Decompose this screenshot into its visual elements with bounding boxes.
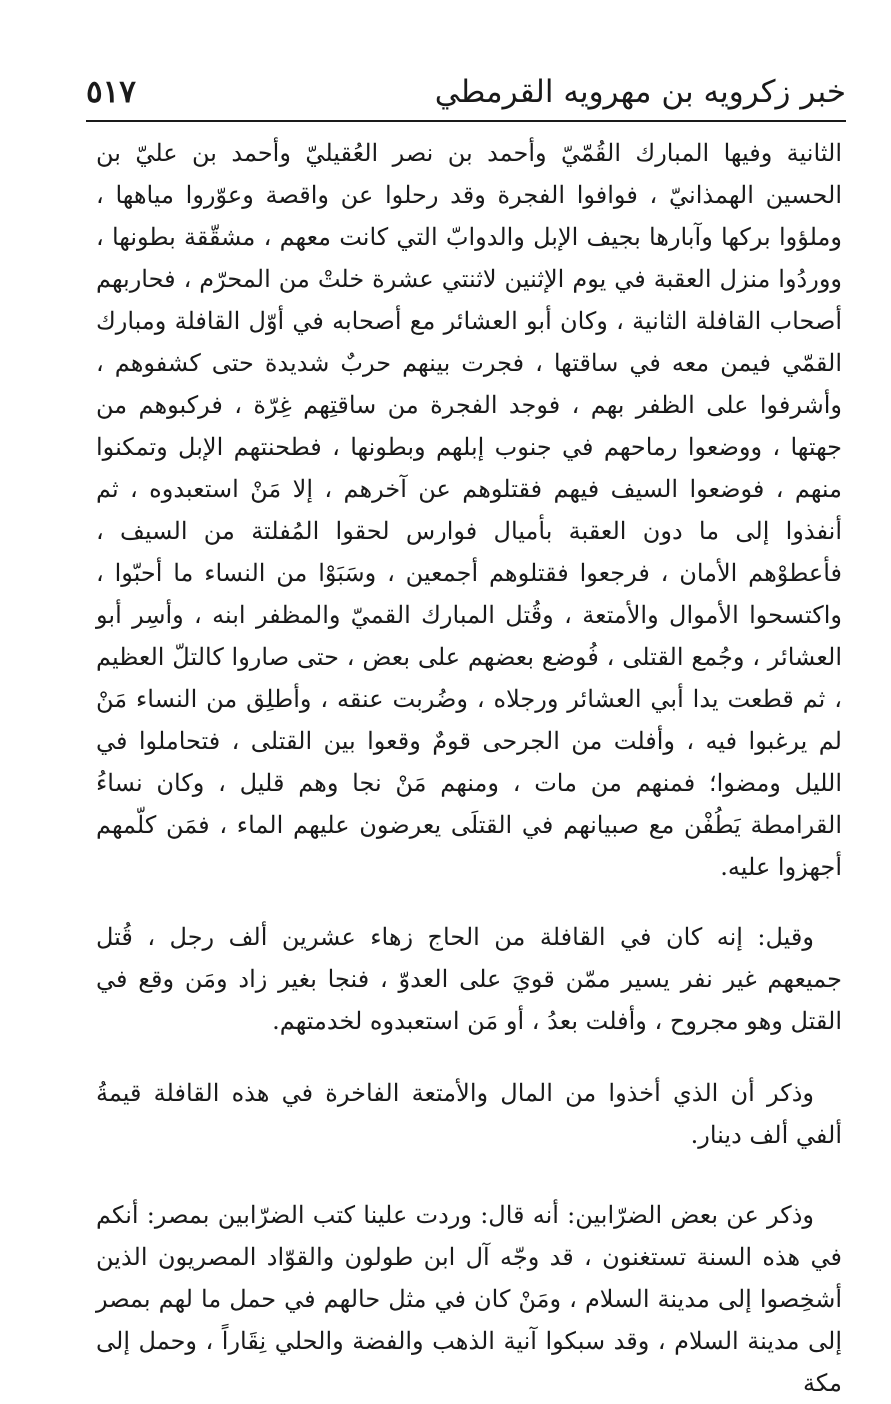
running-title: خبر زكرويه بن مهرويه القرمطي [434,74,846,110]
body-text [96,132,842,1404]
paragraph: الثانية وفيها المبارك القُمّيّ وأحمد بن نصر العُقيليّ وأحمد بن عليّ بن الحسين الهمذانيّ ، فوافوا الفجرة وقد رحلوا عن واقصة وعوّروا مياهها ، وملؤوا بركها وآبارها بجيف الإبل والدوابّ التي كانت معهم ، مشقّقة بطونها ، ووردُوا منزل العقبة في يوم الإثنين لاثنتي عشرة خلتْ من المحرّم ، فحاربهم أصحاب القافلة الثانية ، وكان أبو العشائر مع أصحابه في أوّل القافلة ومبارك القمّي فيمن معه في ساقتها ، فجرت بينهم حربٌ شديدة حتى كشفوهم ، وأشرفوا على الظفر بهم ، فوجد الفجرة من ساقتِهم غِرّة ، فركبوهم من جهتها ، ووضعوا رماحهم في جنوب إبلهم وبطونها ، فطحنتهم الإبل وتمكنوا منهم ، فوضعوا السيف فيهم فقتلوهم عن آخرهم ، إلا مَنْ استعبدوه ، ثم أنفذوا إلى ما دون العقبة بأميال فوارس لحقوا المُفلتة من السيف ، فأعطوْهم الأمان ، فرجعوا فقتلوهم أجمعين ، وسَبَوْا من النساء ما أحبّوا ، واكتسحوا الأموال والأمتعة ، وقُتل المبارك القميّ والمظفر ابنه ، وأسِر أبو العشائر ، وجُمع القتلى ، فُوضع بعضهم على بعض ، حتى صاروا كالتلّ العظيم ، ثم قطعت يدا أبي العشائر ورجلاه ، وضُربت عنقه ، وأطلِق من النساء مَنْ لم يرغبوا فيه ، وأفلت من الجرحى قومٌ وقعوا بين القتلى ، فتحاملوا في الليل ومضوا؛ فمنهم من مات ، ومنهم مَنْ نجا وهم قليل ، وكان نساءُ القرامطة يَطُفْن مع صبيانهم في القتلَى يعرضون عليهم الماء ، فمَن كلّمهم أجهزوا عليه. [96,139,843,881]
page-header [86,68,846,118]
page-number: ٥١٧ [86,74,136,110]
paragraph: وذكر أن الذي أخذوا من المال والأمتعة الفاخرة في هذه القافلة قيمةُ ألفي ألف دينار. [96,1079,842,1149]
header-divider [86,120,846,122]
paragraph: وذكر عن بعض الضرّابين: أنه قال: وردت علينا كتب الضرّابين بمصر: أنكم في هذه السنة تستغنون ، قد وجّه آل ابن طولون والقوّاد المصريون الذين أشخِصوا إلى مدينة السلام ، ومَنْ كان في مثل حالهم في حمل ما لهم بمصر إلى مدينة السلام ، وقد سبكوا آنية الذهب والفضة والحلي نِقَاراً ، وحمل إلى مكة [96,1201,842,1397]
paragraph: وقيل: إنه كان في القافلة من الحاج زهاء عشرين ألف رجل ، قُتل جميعهم غير نفر يسير ممّن قويَ على العدوّ ، فنجا بغير زاد ومَن وقع في القتل وهو مجروح ، وأفلت بعدُ ، أو مَن استعبدوه لخدمتهم. [96,923,842,1035]
